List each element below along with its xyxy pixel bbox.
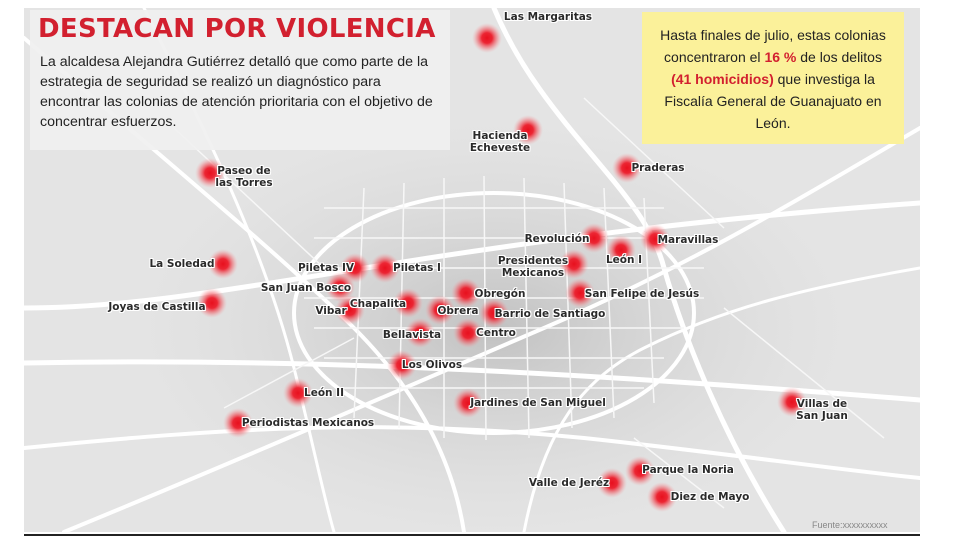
label-parque-la-noria: Parque la Noria bbox=[642, 464, 734, 476]
label-los-olivos: Los Olivos bbox=[401, 359, 463, 371]
hotspot-paseo-de-las-torres bbox=[195, 158, 225, 188]
hotspot-joyas-de-castilla bbox=[197, 288, 227, 318]
label-la-soledad: La Soledad bbox=[149, 258, 215, 270]
intro-text: La alcaldesa Alejandra Gutiérrez detalló que como parte de la estrategia de seguridad se realizó un diagnóstico para encontrar las colonias de atención prioritaria con el objetivo de concentrar esfuerzos. bbox=[40, 54, 433, 130]
label-san-juan-bosco: San Juan Bosco bbox=[260, 282, 352, 294]
hotspot-jardines-de-san-miguel bbox=[453, 388, 483, 418]
hotspot-presidentes-mexicanos bbox=[559, 249, 589, 279]
note-text-2: de los delitos bbox=[800, 49, 882, 65]
hotspot-chapalita bbox=[393, 288, 423, 318]
label-piletas-i: Piletas I bbox=[393, 262, 441, 274]
label-obregon: Obregón bbox=[474, 288, 526, 300]
label-periodistas-mexicanos: Periodistas Mexicanos bbox=[241, 417, 375, 429]
note-percent: 16 % bbox=[764, 49, 797, 65]
hotspot-hacienda-echeveste bbox=[513, 115, 543, 145]
label-revolucion: Revolución bbox=[524, 233, 590, 245]
hotspot-diez-de-mayo bbox=[647, 482, 677, 512]
hotspot-piletas-i bbox=[370, 253, 400, 283]
hotspot-periodistas-mexicanos bbox=[223, 408, 253, 438]
hotspot-parque-la-noria bbox=[625, 456, 655, 486]
hotspot-villas-de-san-juan bbox=[777, 387, 807, 417]
hotspot-revolucion bbox=[579, 223, 609, 253]
label-maravillas: Maravillas bbox=[657, 234, 719, 246]
hotspot-barrio-de-santiago bbox=[479, 298, 509, 328]
note-text-1: Hasta finales de julio, estas colonias concentraron el bbox=[660, 27, 886, 65]
label-valle-de-jerez: Valle de Jeréz bbox=[528, 477, 610, 489]
label-joyas-de-castilla: Joyas de Castilla bbox=[108, 301, 206, 313]
label-vibar: Vibar bbox=[315, 305, 347, 317]
hotspot-maravillas bbox=[640, 224, 670, 254]
hotspot-valle-de-jerez bbox=[597, 468, 627, 498]
label-praderas: Praderas bbox=[631, 162, 685, 174]
bottom-rule bbox=[24, 534, 920, 536]
note-text-3: que investiga la Fiscalía General de Guanajuato en León. bbox=[664, 71, 882, 131]
label-paseo-de-las-torres: Paseo de las Torres bbox=[215, 165, 273, 189]
hotspot-la-soledad bbox=[208, 249, 238, 279]
label-piletas-iv: Piletas IV bbox=[297, 262, 355, 274]
label-centro: Centro bbox=[476, 327, 516, 339]
hotspot-bellavista bbox=[405, 318, 435, 348]
hotspot-leon-ii bbox=[283, 378, 313, 408]
label-jardines-de-san-miguel: Jardines de San Miguel bbox=[470, 397, 606, 409]
hotspot-san-felipe-de-jesus bbox=[565, 278, 595, 308]
headline-panel bbox=[30, 10, 450, 150]
note-homicides: (41 homicidios) bbox=[671, 71, 774, 87]
source-credit: Fuente:xxxxxxxxxx bbox=[812, 520, 888, 530]
label-villas-de-san-juan: Villas de San Juan bbox=[796, 398, 848, 422]
hotspot-obregon bbox=[451, 278, 481, 308]
hotspot-leon-i bbox=[606, 235, 636, 265]
hotspot-obrera bbox=[425, 295, 455, 325]
label-las-margaritas: Las Margaritas bbox=[503, 11, 593, 23]
label-bellavista: Bellavista bbox=[382, 329, 442, 341]
stat-note-box bbox=[642, 12, 904, 144]
label-leon-i: León I bbox=[605, 254, 643, 266]
label-barrio-de-santiago: Barrio de Santiago bbox=[494, 308, 606, 320]
label-obrera: Obrera bbox=[437, 305, 479, 317]
hotspot-los-olivos bbox=[387, 350, 417, 380]
hotspot-vibar bbox=[335, 295, 365, 325]
hotspot-las-margaritas bbox=[472, 23, 502, 53]
label-presidentes-mexicanos: Presidentes Mexicanos bbox=[497, 255, 569, 279]
hotspot-praderas bbox=[612, 153, 642, 183]
hotspot-centro bbox=[453, 318, 483, 348]
label-san-felipe-de-jesus: San Felipe de Jesús bbox=[584, 288, 700, 300]
label-diez-de-mayo: Diez de Mayo bbox=[670, 491, 750, 503]
page-title: DESTACAN POR VIOLENCIA bbox=[38, 14, 436, 44]
label-hacienda-echeveste: Hacienda Echeveste bbox=[469, 130, 531, 154]
label-leon-ii: León II bbox=[304, 387, 344, 399]
label-chapalita: Chapalita bbox=[349, 298, 407, 310]
